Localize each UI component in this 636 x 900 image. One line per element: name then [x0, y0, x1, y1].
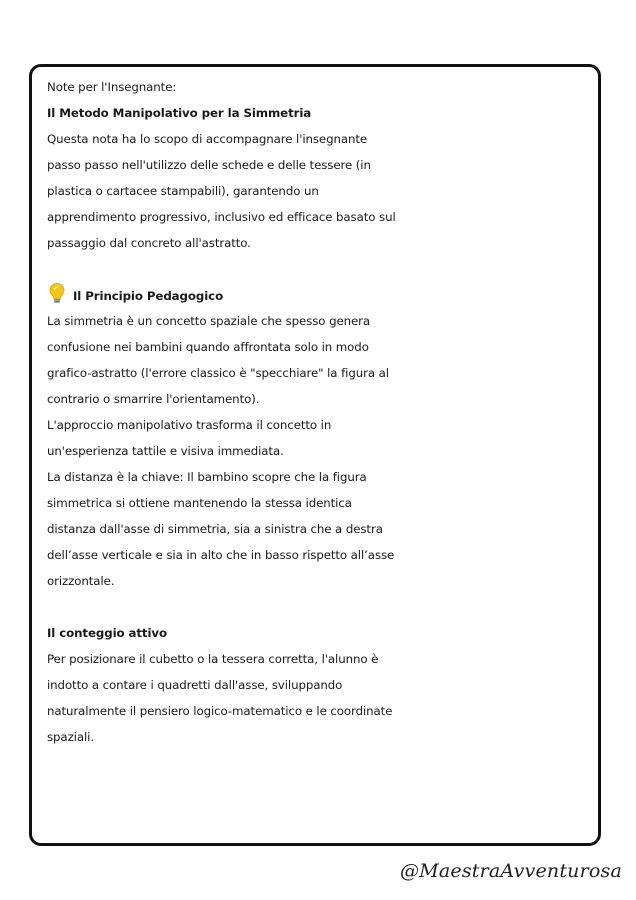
- counting-line: naturalmente il pensiero logico-matematico e le coordinate: [47, 704, 393, 718]
- note-title: Il Metodo Manipolativo per la Simmetria: [47, 106, 312, 120]
- note-content: [47, 74, 595, 750]
- principle-line: contrario o smarrire l'orientamento).: [47, 392, 260, 406]
- intro-line: passaggio dal concreto all'astratto.: [47, 236, 251, 250]
- principle-line: L'approccio manipolativo trasforma il concetto in: [47, 418, 332, 432]
- principle-line: distanza dall'asse di simmetria, sia a sinistra che a destra: [47, 522, 383, 536]
- intro-line: apprendimento progressivo, inclusivo ed efficace basato sul: [47, 210, 396, 224]
- principle-line: simmetrica si ottiene mantenendo la stessa identica: [47, 496, 352, 510]
- principle-line: confusione nei bambini quando affrontata solo in modo: [47, 340, 369, 354]
- intro-line: passo passo nell'utilizzo delle schede e delle tessere (in: [47, 158, 371, 172]
- counting-line: indotto a contare i quadretti dall'asse, sviluppando: [47, 678, 343, 692]
- intro-line: plastica o cartacee stampabili), garantendo un: [47, 184, 319, 198]
- principle-line: grafico-astratto (l'errore classico è "specchiare" la figura al: [47, 366, 389, 380]
- principle-heading-row: [47, 282, 595, 308]
- principle-line: La distanza è la chiave: Il bambino scopre che la figura: [47, 470, 367, 484]
- counting-line: spaziali.: [47, 730, 94, 744]
- note-intro-label: Note per l'Insegnante:: [47, 80, 177, 94]
- lightbulb-icon: [47, 282, 67, 304]
- counting-line: Per posizionare il cubetto o la tessera corretta, l'alunno è: [47, 652, 379, 666]
- principle-heading: Il Principio Pedagogico: [73, 289, 224, 303]
- principle-line: orizzontale.: [47, 574, 115, 588]
- signature-watermark: @MaestraAvventurosa: [400, 860, 622, 882]
- principle-line: un'esperienza tattile e visiva immediata.: [47, 444, 284, 458]
- principle-line: dell’asse verticale e sia in alto che in basso rispetto all’asse: [47, 548, 395, 562]
- intro-line: Questa nota ha lo scopo di accompagnare l'insegnante: [47, 132, 368, 146]
- counting-heading: Il conteggio attivo: [47, 626, 167, 640]
- principle-line: La simmetria è un concetto spaziale che spesso genera: [47, 314, 371, 328]
